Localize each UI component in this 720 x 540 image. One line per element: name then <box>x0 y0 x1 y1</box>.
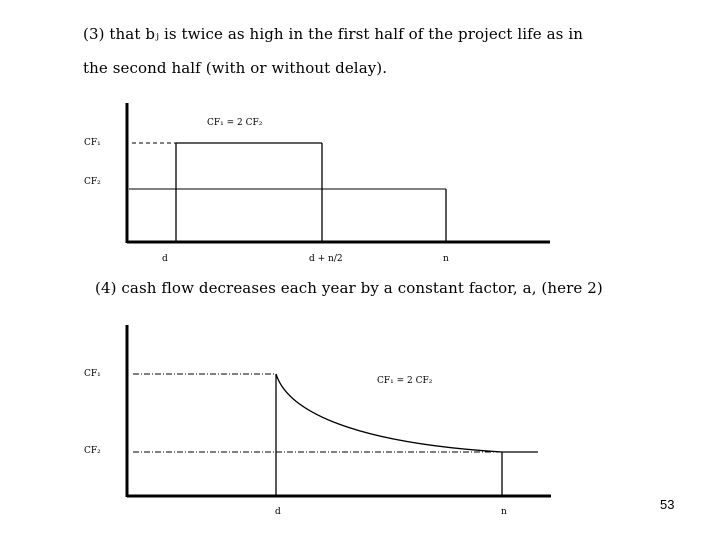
heading-3-line-1: (3) that bⱼ is twice as high in the first half of the project life as in <box>83 25 584 43</box>
x-label-d: d <box>275 507 281 517</box>
x-label-n: n <box>501 507 507 517</box>
heading-3-line-2: the second half (with or without delay). <box>83 59 388 77</box>
y-label-cf2: CF₂ <box>84 446 101 456</box>
page-number: 53 <box>660 497 675 512</box>
heading-4: (4) cash flow decreases each year by a constant factor, a, (here 2) <box>95 279 603 297</box>
x-label-d: d <box>162 254 168 264</box>
x-label-n: n <box>443 254 449 264</box>
annotation-3: CF₁ = 2 CF₂ <box>207 118 263 128</box>
x-label-d-plus-n-half: d + n/2 <box>309 254 343 264</box>
y-label-cf2: CF₂ <box>84 177 101 187</box>
y-label-cf1: CF₁ <box>84 369 101 379</box>
annotation-4: CF₁ = 2 CF₂ <box>377 376 433 386</box>
y-label-cf1: CF₁ <box>84 138 101 148</box>
